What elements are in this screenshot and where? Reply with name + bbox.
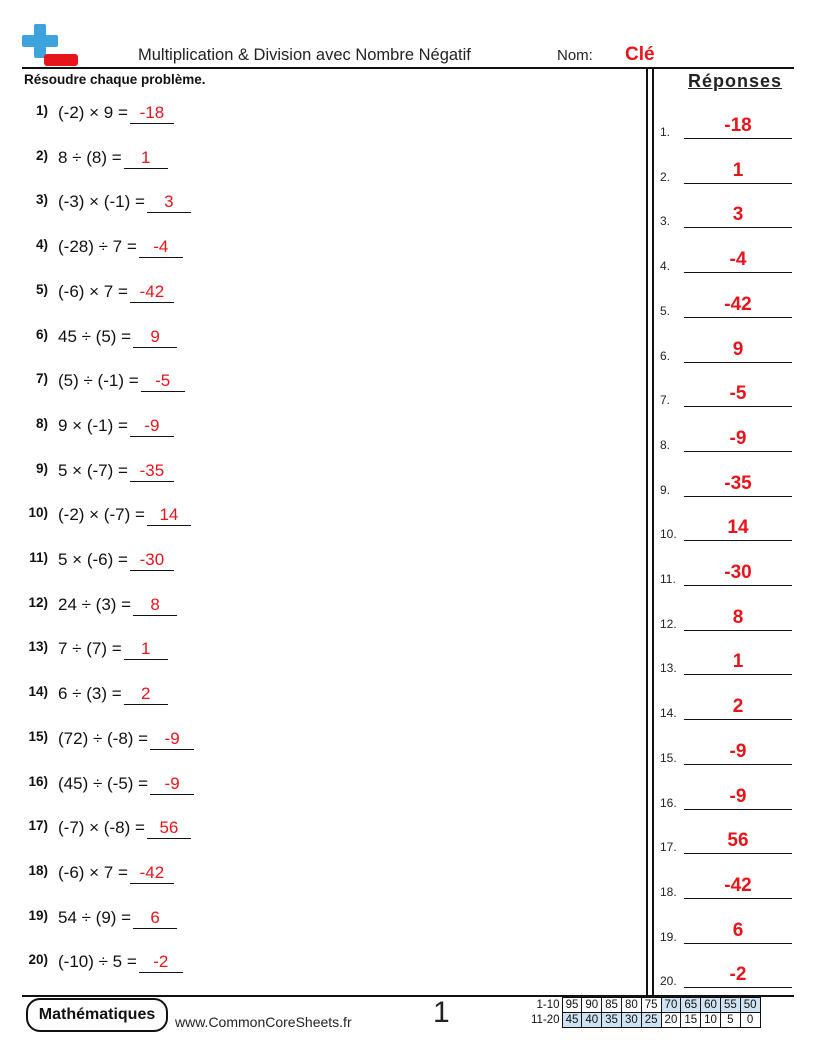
- answer-line: [684, 719, 792, 720]
- score-cell: 35: [602, 1013, 622, 1028]
- problem-number: 2): [35, 147, 48, 163]
- instructions: Résoudre chaque problème.: [24, 72, 206, 87]
- answer-line: [684, 272, 792, 273]
- answer-key-value: 8: [732, 606, 744, 628]
- problem-answer: -4: [139, 237, 183, 258]
- problem-text: (45) ÷ (-5) =: [58, 773, 149, 793]
- problem-answer: 1: [124, 148, 168, 169]
- problem-answer: 8: [133, 595, 177, 616]
- answer-key-number: 1.: [660, 125, 671, 139]
- score-row-label: 11-20: [531, 1014, 560, 1026]
- problem-text: 7 ÷ (7) =: [58, 639, 122, 659]
- problem-expression: [58, 371, 185, 392]
- answer-line: [684, 496, 792, 497]
- answer-key-value: -9: [729, 785, 747, 807]
- problem-text: 5 × (-6) =: [58, 550, 128, 569]
- answer-line: [684, 809, 792, 810]
- answer-key-number: 8.: [660, 437, 671, 452]
- problem-expression: [58, 684, 168, 705]
- score-table: [528, 997, 761, 1028]
- page-number: 1: [433, 996, 450, 1029]
- answer-key-number: 15.: [660, 750, 677, 765]
- answer-key-value: -4: [729, 249, 747, 271]
- answer-key-value: 9: [732, 338, 744, 360]
- problem-number: 9): [35, 460, 48, 476]
- problem-answer: -42: [130, 282, 174, 303]
- answer-key-row: [660, 288, 792, 318]
- problem-text: 6 ÷ (3) =: [58, 684, 122, 704]
- problem-number: 14): [28, 684, 48, 700]
- answer-key-value: 3: [732, 204, 744, 226]
- answers-heading: Réponses: [688, 71, 783, 91]
- problem-expression: [58, 416, 174, 437]
- answer-key-row: [660, 914, 792, 944]
- answer-key-value: -42: [724, 874, 752, 896]
- answer-key-value: 1: [732, 159, 744, 181]
- score-cell: 70: [661, 998, 681, 1013]
- answer-key-number: 7.: [660, 393, 671, 408]
- problem-expression: [58, 863, 174, 884]
- answer-key-number: 3.: [660, 214, 671, 229]
- answer-key-number: 6.: [660, 348, 671, 363]
- problem-expression: [58, 237, 183, 258]
- problem-expression: [58, 952, 183, 973]
- problem-expression: [58, 461, 174, 482]
- answer-line: [684, 630, 792, 631]
- problem-answer: 14: [147, 505, 191, 526]
- answer-key-row: [660, 198, 792, 228]
- problem-text: (-6) × 7 =: [58, 281, 128, 301]
- score-cell: 65: [681, 998, 701, 1013]
- answer-line: [684, 227, 792, 228]
- subject-badge: Mathématiques: [26, 998, 168, 1032]
- problem-number: 5): [35, 281, 48, 297]
- problem-answer: -2: [139, 952, 183, 973]
- problem-expression: [58, 595, 177, 616]
- answer-key-row: [660, 333, 792, 363]
- problem-expression: [58, 550, 174, 571]
- problem-text: (-10) ÷ 5 =: [58, 952, 137, 972]
- problem-number: 15): [28, 728, 48, 744]
- answer-key-value: -30: [724, 562, 752, 583]
- math-logo-icon: [22, 24, 80, 70]
- problem-answer: 2: [124, 684, 168, 705]
- answer-key-number: 4.: [660, 259, 671, 274]
- problem-text: (-3) × (-1) =: [58, 192, 145, 212]
- answer-key-value: -35: [724, 472, 752, 494]
- problem-answer: -5: [141, 371, 185, 392]
- problem-number: 20): [28, 952, 48, 968]
- problem-number: 18): [28, 862, 48, 878]
- problem-number: 1): [35, 103, 48, 118]
- answer-key-number: 12.: [660, 616, 677, 631]
- site-url[interactable]: www.CommonCoreSheets.fr: [175, 1014, 352, 1030]
- answer-key-row: [660, 511, 792, 541]
- answer-key-value: -9: [729, 740, 747, 762]
- answer-line: [684, 987, 792, 988]
- answer-key-number: 2.: [660, 169, 671, 184]
- answer-key-number: 16.: [660, 795, 677, 810]
- answer-key-number: 20.: [660, 974, 677, 989]
- problem-text: (72) ÷ (-8) =: [58, 728, 149, 748]
- answer-key-label: Clé: [625, 44, 655, 65]
- answer-line: [684, 362, 792, 363]
- problem-number: 13): [28, 639, 48, 655]
- answer-key-number: 14.: [660, 706, 677, 721]
- problem-text: 24 ÷ (3) =: [58, 594, 132, 614]
- score-row: [528, 1013, 760, 1028]
- problem-expression: [58, 103, 174, 124]
- answer-line: [684, 451, 792, 452]
- problem-answer: -42: [130, 863, 174, 884]
- answer-key-row: [660, 154, 792, 184]
- score-cell: 75: [641, 998, 661, 1013]
- answer-key-row: [660, 109, 792, 139]
- problem-answer: 1: [124, 639, 168, 660]
- answer-line: [684, 898, 792, 899]
- problem-number: 6): [35, 326, 48, 342]
- answer-key-value: 1: [732, 651, 744, 673]
- score-cell: 45: [562, 1013, 582, 1028]
- problem-text: (-28) ÷ 7 =: [58, 237, 137, 257]
- score-cell: 25: [641, 1013, 661, 1028]
- answer-key-row: [660, 243, 792, 273]
- answer-line: [684, 764, 792, 765]
- answer-key-value: -2: [729, 964, 747, 986]
- answer-key-row: [660, 467, 792, 497]
- answer-key-value: -5: [729, 383, 747, 405]
- problem-expression: [58, 327, 177, 348]
- answer-line: [684, 585, 792, 586]
- answer-line: [684, 540, 792, 541]
- problem-number: 4): [35, 237, 48, 253]
- problem-text: 45 ÷ (5) =: [58, 326, 132, 346]
- answer-key-row: [660, 377, 792, 407]
- problem-text: 8 ÷ (8) =: [58, 147, 122, 167]
- answer-key-number: 10.: [660, 527, 677, 542]
- problem-answer: 9: [133, 327, 177, 348]
- answer-line: [684, 853, 792, 854]
- problem-expression: [58, 774, 194, 795]
- problem-answer: -9: [150, 729, 194, 750]
- problem-expression: [58, 908, 177, 929]
- answer-key-row: [660, 780, 792, 810]
- answer-key-number: 9.: [660, 482, 671, 497]
- score-cell: 95: [562, 998, 582, 1013]
- problem-expression: [58, 639, 168, 660]
- problem-answer: -9: [130, 416, 174, 437]
- answer-key-number: 18.: [660, 884, 677, 899]
- answer-key-value: -42: [724, 293, 752, 315]
- problem-number: 10): [28, 505, 48, 521]
- score-cell: 0: [740, 1013, 760, 1028]
- problem-text: (-2) × (-7) =: [58, 505, 145, 525]
- problem-text: 9 × (-1) =: [58, 415, 128, 435]
- answer-line: [684, 406, 792, 407]
- answer-key-row: [660, 556, 792, 586]
- problem-text: (-2) × 9 =: [58, 103, 128, 122]
- answer-key-row: [660, 735, 792, 765]
- problem-text: (5) ÷ (-1) =: [58, 371, 139, 391]
- problem-answer: -30: [130, 550, 174, 571]
- answer-key-row: [660, 824, 792, 854]
- score-cell: 20: [661, 1013, 681, 1028]
- problem-number: 16): [28, 773, 48, 789]
- header-divider: [22, 67, 794, 69]
- score-cell: 85: [602, 998, 622, 1013]
- problem-expression: [58, 282, 174, 303]
- answer-line: [684, 943, 792, 944]
- problem-text: 54 ÷ (9) =: [58, 907, 132, 927]
- problem-number: 11): [29, 550, 48, 565]
- answer-key-number: 5.: [660, 303, 671, 318]
- problem-number: 8): [35, 415, 48, 431]
- answer-key-value: -9: [729, 427, 747, 449]
- answer-key-value: 14: [727, 517, 749, 539]
- problem-answer: -35: [130, 461, 174, 482]
- column-divider: [646, 67, 648, 996]
- score-cell: 90: [582, 998, 602, 1013]
- answer-key-row: [660, 601, 792, 631]
- score-cell: 15: [681, 1013, 701, 1028]
- answer-line: [684, 138, 792, 139]
- score-cell: 30: [621, 1013, 641, 1028]
- score-cell: 50: [740, 998, 760, 1013]
- answer-line: [684, 183, 792, 184]
- answer-key-number: 17.: [660, 840, 677, 855]
- answer-key-number: 13.: [660, 661, 677, 676]
- problem-answer: -9: [150, 774, 194, 795]
- score-cell: 60: [701, 998, 721, 1013]
- answer-key-value: 6: [732, 919, 744, 941]
- problem-expression: [58, 729, 194, 750]
- problem-number: 19): [28, 907, 48, 923]
- problem-text: (-7) × (-8) =: [58, 818, 145, 838]
- name-label: Nom:: [557, 47, 593, 64]
- column-divider: [652, 67, 654, 996]
- worksheet-title: Multiplication & Division avec Nombre Négatif: [138, 46, 471, 64]
- answer-key-value: 2: [732, 696, 744, 718]
- problem-answer: -18: [130, 103, 174, 124]
- problem-expression: [58, 505, 191, 526]
- answer-key-number: 11.: [660, 572, 676, 586]
- answer-line: [684, 674, 792, 675]
- answer-line: [684, 317, 792, 318]
- problem-number: 3): [35, 192, 48, 208]
- problem-expression: [58, 192, 191, 213]
- answer-key-row: [660, 422, 792, 452]
- score-cell: 5: [720, 1013, 740, 1028]
- answer-key-number: 19.: [660, 929, 677, 944]
- problem-number: 12): [28, 594, 48, 610]
- problem-number: 17): [28, 818, 48, 834]
- score-cell: 80: [621, 998, 641, 1013]
- problem-expression: [58, 818, 191, 839]
- score-cell: 40: [582, 1013, 602, 1028]
- score-row: [528, 998, 760, 1013]
- problem-text: (-6) × 7 =: [58, 862, 128, 882]
- problem-answer: 56: [147, 818, 191, 839]
- answer-key-row: [660, 645, 792, 675]
- answer-key-row: [660, 958, 792, 988]
- problem-number: 7): [35, 371, 48, 387]
- answer-key-value: -18: [724, 115, 752, 136]
- score-cell: 10: [701, 1013, 721, 1028]
- answer-key-row: [660, 869, 792, 899]
- answer-key-row: [660, 690, 792, 720]
- problem-text: 5 × (-7) =: [58, 460, 128, 480]
- score-row-label: 1-10: [536, 999, 560, 1011]
- problem-answer: 6: [133, 908, 177, 929]
- problem-expression: [58, 148, 168, 169]
- score-cell: 55: [720, 998, 740, 1013]
- problem-answer: 3: [147, 192, 191, 213]
- answer-key-value: 56: [727, 830, 749, 852]
